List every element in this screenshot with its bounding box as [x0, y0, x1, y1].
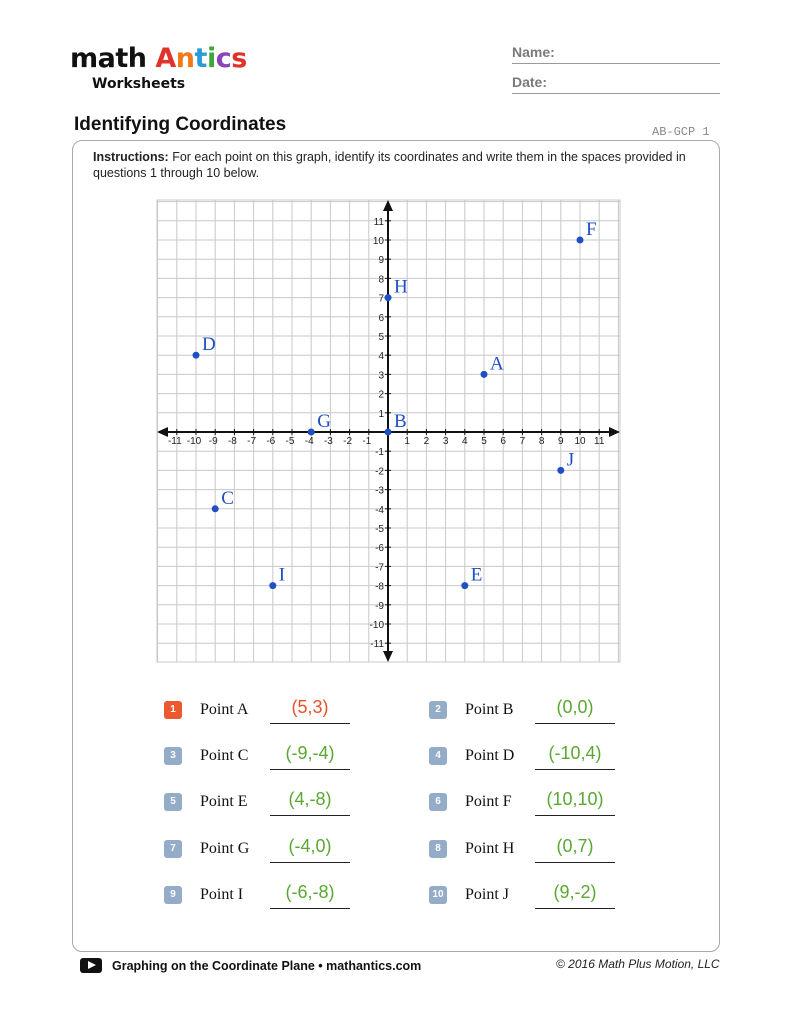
x-tick-label: -10 [186, 436, 202, 447]
x-tick-label: 8 [538, 436, 545, 447]
point-c [212, 505, 219, 512]
x-tick-label: 10 [574, 436, 586, 447]
question-1 [164, 697, 354, 723]
answer-text: (4,-8) [288, 789, 332, 809]
x-tick-label: -6 [266, 436, 276, 447]
point-d [193, 352, 200, 359]
x-tick-label: -5 [285, 436, 295, 447]
point-label-g: G [317, 411, 331, 432]
question-8 [429, 836, 619, 862]
point-label-f: F [586, 219, 597, 240]
question-label: Point H [465, 840, 515, 857]
worksheet-code: AB-GCP 1 [652, 125, 710, 139]
question-label: Point B [465, 701, 514, 718]
x-tick-label: -11 [167, 436, 182, 447]
question-number-badge: 10 [429, 886, 447, 904]
x-tick-label: 3 [442, 436, 449, 447]
question-number-badge: 2 [429, 701, 447, 719]
point-a [481, 371, 488, 378]
answer-text: (5,3) [291, 697, 329, 717]
point-label-h: H [394, 276, 408, 298]
answer-text: (0,0) [556, 697, 594, 717]
question-number-badge: 9 [164, 886, 182, 904]
y-tick-label: 8 [378, 274, 384, 286]
logo-letter: s [231, 43, 247, 74]
logo-subtitle: Worksheets [92, 76, 186, 92]
date-label: Date: [512, 74, 548, 90]
footer-left-text: Graphing on the Coordinate Plane • mathantics.com [112, 958, 422, 973]
answer-text: (-9,-4) [285, 743, 335, 763]
y-tick-label: -2 [375, 466, 384, 478]
x-tick-label: -3 [323, 436, 333, 447]
y-tick-label: -10 [369, 620, 384, 631]
question-number-badge: 1 [164, 701, 182, 719]
logo-letter: A [155, 43, 176, 74]
x-tick-label: 11 [594, 436, 605, 447]
question-number-badge: 6 [429, 793, 447, 811]
answer-line[interactable] [270, 815, 350, 816]
point-b [385, 429, 392, 436]
answer-text: (-4,0) [288, 836, 332, 856]
question-number-badge: 3 [164, 747, 182, 765]
point-label-j: J [566, 449, 575, 471]
x-tick-label: -9 [208, 436, 218, 447]
point-label-a: A [490, 353, 504, 375]
answer-text: (-10,4) [548, 743, 602, 763]
answer-text: (-6,-8) [285, 882, 335, 902]
y-tick-label: 9 [378, 255, 384, 267]
question-10 [429, 882, 619, 908]
question-4 [429, 743, 619, 769]
y-tick-label: -6 [375, 543, 384, 555]
question-5 [164, 789, 354, 815]
point-i [269, 582, 276, 589]
x-tick-label: 7 [519, 436, 526, 447]
logo-letter: i [206, 43, 216, 74]
question-7 [164, 836, 354, 862]
y-tick-label: -8 [375, 581, 384, 593]
point-g [308, 429, 315, 436]
question-2 [429, 697, 619, 723]
y-tick-label: -5 [375, 524, 384, 535]
point-label-e: E [470, 564, 483, 586]
answer-line[interactable] [270, 723, 350, 724]
answer-line[interactable] [270, 908, 350, 909]
answer-line[interactable] [270, 769, 350, 770]
x-tick-label: -1 [362, 436, 372, 447]
y-tick-label: 4 [378, 351, 384, 363]
point-label-i: I [278, 564, 286, 586]
question-label: Point A [200, 701, 249, 718]
point-h [385, 294, 392, 301]
y-tick-label: -4 [375, 504, 384, 516]
question-9 [164, 882, 354, 908]
copyright: © 2016 Math Plus Motion, LLC [556, 957, 720, 971]
point-label-c: C [221, 487, 234, 509]
y-tick-label: -3 [375, 485, 384, 497]
answer-line[interactable] [535, 908, 615, 909]
question-number-badge: 7 [164, 840, 182, 858]
logo-word-math: math [70, 43, 147, 74]
answer-line[interactable] [535, 769, 615, 770]
question-label: Point G [200, 840, 250, 857]
point-j [557, 467, 564, 474]
y-tick-label: 1 [378, 408, 384, 420]
y-tick-label: 2 [378, 389, 384, 401]
point-label-d: D [202, 334, 216, 356]
x-tick-label: 2 [423, 436, 430, 447]
instructions-text: For each point on this graph, identify its coordinates and write them in the spaces provided in questions 1 through 10 below. [93, 150, 686, 180]
question-number-badge: 8 [429, 840, 447, 858]
question-number-badge: 5 [164, 793, 182, 811]
point-f [577, 237, 584, 244]
answer-text: (9,-2) [553, 882, 597, 902]
y-tick-label: -11 [370, 639, 384, 651]
x-tick-label: -2 [343, 436, 353, 447]
logo-letter: c [215, 43, 232, 74]
answer-line[interactable] [535, 815, 615, 816]
y-tick-label: 11 [373, 216, 384, 228]
question-label: Point E [200, 793, 248, 810]
point-e [461, 582, 468, 589]
y-tick-label: -7 [375, 562, 384, 574]
x-tick-label: 6 [500, 436, 506, 447]
x-tick-label: -4 [304, 436, 314, 447]
y-tick-label: 6 [378, 312, 384, 324]
x-tick-label: 9 [558, 436, 564, 447]
worksheet-title: Identifying Coordinates [74, 114, 287, 135]
point-label-b: B [394, 411, 407, 432]
answer-line[interactable] [270, 862, 350, 863]
instructions-label: Instructions: [93, 150, 169, 164]
answer-line[interactable] [535, 862, 615, 863]
x-tick-label: 5 [481, 436, 487, 447]
answer-text: (0,7) [556, 836, 594, 856]
question-label: Point I [200, 886, 244, 903]
question-3 [164, 743, 354, 769]
x-tick-label: -8 [227, 436, 237, 447]
question-label: Point F [465, 793, 512, 810]
logo-letter: t [194, 43, 207, 74]
y-tick-label: -9 [375, 600, 384, 612]
x-tick-label: 1 [404, 436, 410, 447]
answer-text: (10,10) [546, 789, 604, 809]
x-tick-label: -7 [247, 436, 257, 447]
y-tick-label: 5 [378, 332, 384, 343]
footer-title [80, 958, 421, 973]
question-6 [429, 789, 619, 815]
y-tick-label: 3 [378, 370, 384, 382]
y-tick-label: 10 [372, 236, 384, 247]
play-icon [80, 958, 102, 973]
y-tick-label: -1 [375, 447, 384, 459]
question-label: Point D [465, 747, 515, 764]
name-label: Name: [512, 44, 555, 60]
question-label: Point C [200, 747, 249, 764]
x-tick-label: 4 [462, 436, 468, 447]
question-label: Point J [465, 886, 510, 903]
question-number-badge: 4 [429, 747, 447, 765]
answer-line[interactable] [535, 723, 615, 724]
logo-letter: n [175, 43, 195, 74]
y-tick-label: 7 [378, 293, 384, 305]
